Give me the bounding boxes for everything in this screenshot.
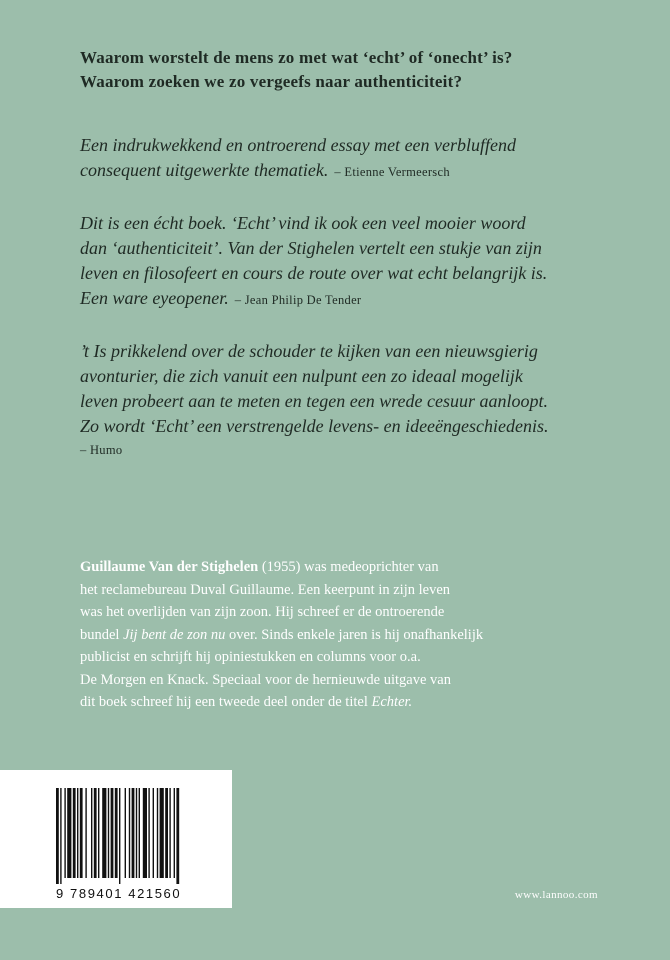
- quote-line: dan ‘authenticiteit’. Van der Stighelen vertelt een stukje van zijn: [80, 238, 542, 258]
- headline-line: Waarom worstelt de mens zo met wat ‘echt’ of ‘onecht’ is?: [80, 48, 513, 67]
- barcode-bar: [129, 788, 130, 878]
- barcode-bar: [165, 788, 168, 878]
- barcode-bar: [125, 788, 126, 878]
- author-name: Guillaume Van der Stighelen: [80, 559, 259, 575]
- barcode-bar: [94, 788, 97, 878]
- barcode-bar: [169, 788, 170, 878]
- quote-line: leven probeert aan te meten en tegen een wrede cesuur aanloopt.: [80, 391, 549, 411]
- barcode-bar: [77, 788, 78, 878]
- barcode-bar: [67, 788, 71, 878]
- barcode-bar: [60, 788, 61, 884]
- quote-attribution: – Etienne Vermeersch: [334, 165, 450, 179]
- barcode-bar: [132, 788, 135, 878]
- review-quote-de-tender: [80, 211, 650, 313]
- barcode-bar: [102, 788, 106, 878]
- barcode-bar: [174, 788, 175, 878]
- bio-line: publicist en schrijft hij opiniestukken en columns voor o.a.: [80, 649, 421, 665]
- barcode-bar: [98, 788, 99, 878]
- barcode-bar: [91, 788, 92, 878]
- bio-line: bundel Jij bent de zon nu over. Sinds enkele jaren is hij onafhankelijk: [80, 626, 484, 643]
- barcode-bar: [80, 788, 83, 878]
- review-quote-vermeersch: [80, 133, 650, 185]
- quote-attribution: – Jean Philip De Tender: [234, 293, 362, 307]
- quote-line: Een indrukwekkend en ontroerend essay met een verbluffend: [80, 135, 517, 155]
- quote-line: avonturier, die zich vanuit een nulpunt een zo ideaal mogelijk: [80, 366, 523, 386]
- barcode-bar: [157, 788, 158, 878]
- book-title: Echter.: [371, 694, 413, 710]
- barcode-bar: [119, 788, 120, 884]
- bio-line: Guillaume Van der Stighelen (1955) was medeoprichter van: [80, 559, 439, 575]
- barcode-bar: [153, 788, 154, 878]
- barcode-icon: [56, 788, 224, 884]
- barcode-bar: [115, 788, 118, 878]
- review-quote-humo: [80, 339, 650, 461]
- publisher-website: www.lannoo.com: [514, 889, 598, 901]
- bio-line: het reclamebureau Duval Guillaume. Een keerpunt in zijn leven: [80, 581, 451, 598]
- headline-line: Waarom zoeken we zo vergeefs naar authenticiteit?: [80, 72, 463, 91]
- barcode-bar: [176, 788, 179, 884]
- quote-attribution: – Humo: [80, 443, 123, 457]
- barcode-bar: [136, 788, 137, 878]
- quote-line: ’t Is prikkelend over de schouder te kijken van een nieuwsgierig: [80, 341, 538, 361]
- barcode-bar: [148, 788, 149, 878]
- barcode-bar: [85, 788, 86, 878]
- barcode-bar: [139, 788, 140, 878]
- quote-line: Een ware eyeopener. – Jean Philip De Tender: [80, 288, 362, 308]
- barcode-bar: [111, 788, 114, 878]
- barcode-bar: [160, 788, 164, 878]
- barcode-bar: [64, 788, 65, 878]
- bio-line: dit boek schreef hij een tweede deel onder de titel Echter.: [80, 694, 413, 710]
- bio-line: was het overlijden van zijn zoon. Hij schreef er de ontroerende: [80, 604, 445, 620]
- barcode-panel: [0, 770, 232, 908]
- bio-line: De Morgen en Knack. Speciaal voor de hernieuwde uitgave van: [80, 671, 451, 688]
- author-bio: [80, 556, 640, 714]
- quote-line: Zo wordt ‘Echt’ een verstrengelde levens- en ideeëngeschiedenis.: [80, 416, 549, 436]
- barcode-bar: [108, 788, 109, 878]
- barcode-bar: [56, 788, 59, 884]
- isbn-number: 9 789401 421560: [56, 886, 182, 901]
- headline: [80, 46, 640, 94]
- book-title: Jij bent de zon nu: [123, 626, 226, 643]
- quote-line: leven en filosofeert en cours de route over wat echt belangrijk is.: [80, 263, 548, 283]
- barcode-bar: [143, 788, 147, 878]
- quote-line: consequent uitgewerkte thematiek. – Etienne Vermeersch: [80, 160, 450, 180]
- quote-line: Dit is een écht boek. ‘Echt’ vind ik ook een veel mooier woord: [80, 213, 526, 233]
- barcode-bar: [73, 788, 76, 878]
